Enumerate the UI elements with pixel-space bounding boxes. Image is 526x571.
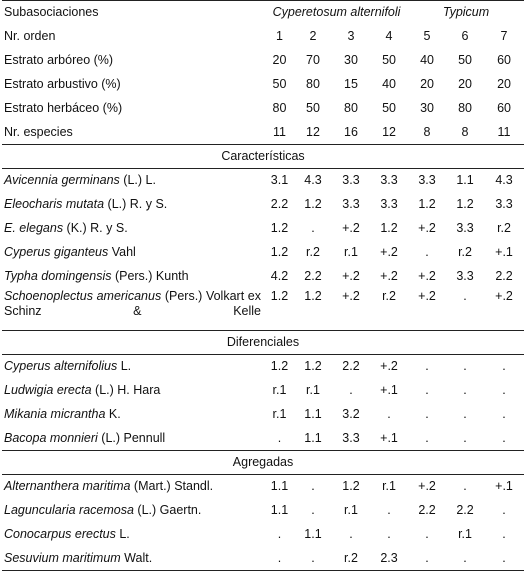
cell-value: r.1 [272, 383, 287, 397]
species-author: L. [115, 527, 130, 541]
species-name: Laguncularia racemosa [4, 503, 134, 517]
meta-row [2, 49, 524, 73]
cell-value: 20 [458, 77, 472, 91]
meta-row [2, 73, 524, 97]
cell-value: 2.2 [342, 359, 360, 374]
cell-value: . [408, 427, 446, 451]
species-author: (L.) R. y S. [104, 197, 168, 211]
cell-value: 1.2 [270, 359, 289, 374]
cell-value: . [425, 527, 429, 541]
meta-row [2, 121, 524, 145]
cell-value: r.2 [370, 289, 408, 331]
meta-row-label: Estrato arbóreo (%) [4, 53, 114, 67]
species-name-cell [2, 403, 265, 427]
cell-value: 16 [332, 121, 370, 145]
cell-value: . [311, 503, 315, 517]
cell-value: 20 [497, 77, 511, 91]
species-row [2, 499, 524, 523]
cell-value: 12 [294, 121, 332, 145]
cell-value: 50 [306, 101, 320, 115]
species-name-cell [2, 427, 265, 451]
species-name-cell [2, 499, 265, 523]
cell-value: 3.3 [332, 427, 370, 451]
species-name-cell [2, 241, 265, 265]
cell-value: . [408, 547, 446, 571]
cell-value: 1.2 [380, 221, 398, 235]
cell-value: . [484, 427, 524, 451]
cell-value: 1.2 [304, 359, 322, 374]
cell-value: 50 [382, 53, 396, 67]
cell-value: 60 [497, 101, 511, 115]
species-row [2, 193, 524, 217]
cell-value: . [277, 527, 282, 541]
species-name: E. elegans [4, 221, 64, 235]
group-cyperetosum-label: Cyperetosum alternifoli [265, 1, 408, 25]
cell-value: . [484, 547, 524, 571]
species-name: Conocarpus erectus [4, 527, 116, 541]
cell-value: . [446, 427, 484, 451]
cell-value: +.1 [370, 427, 408, 451]
cell-value: 1.1 [270, 479, 289, 494]
cell-value: . [463, 383, 467, 397]
cell-value: 4.2 [270, 269, 289, 283]
cell-value: . [425, 383, 429, 397]
cell-value: r.1 [344, 245, 358, 259]
species-name: Alternanthera maritima [4, 479, 131, 494]
species-row [2, 217, 524, 241]
species-name: Ludwigia erecta [4, 383, 92, 397]
cell-value: . [265, 427, 294, 451]
cell-value: 1.1 [270, 503, 289, 517]
meta-row [2, 97, 524, 121]
species-author: Vahl [108, 245, 136, 259]
species-author: (K.) R. y S. [63, 221, 128, 235]
cell-value: 1.2 [418, 197, 436, 211]
cell-value: 2.2 [418, 503, 436, 517]
meta-row-label: Estrato arbustivo (%) [4, 77, 121, 91]
section-header-row [2, 331, 524, 355]
cell-value: 30 [344, 53, 358, 67]
species-author: (L.) L. [119, 173, 156, 188]
species-name-cell [2, 265, 265, 289]
species-name-cell [2, 355, 265, 379]
cell-value: 50 [382, 101, 396, 115]
cell-value: +.1 [495, 479, 513, 494]
species-author: (L.) Pennull [97, 430, 166, 445]
cell-value: 1.2 [265, 289, 294, 331]
cell-value: 3.3 [456, 221, 474, 235]
cell-value: . [349, 527, 353, 541]
meta-row-label: Estrato herbáceo (%) [4, 101, 123, 115]
species-row [2, 241, 524, 265]
cell-value: r.2 [332, 547, 370, 571]
cell-value: . [387, 407, 391, 421]
cell-value: 2.3 [370, 547, 408, 571]
cell-value: . [294, 547, 332, 571]
section-title: Diferenciales [2, 331, 524, 355]
cell-value: r.2 [306, 245, 320, 259]
cell-value: r.1 [306, 383, 320, 397]
cell-value: +.2 [380, 269, 398, 283]
species-name: Typha domingensis [4, 269, 112, 283]
section-header-row [2, 145, 524, 169]
species-author: (Pers.) Volkart ex Schinz & Kelle [4, 288, 261, 318]
cell-value: 20 [420, 77, 434, 91]
species-row [2, 169, 524, 193]
cell-value: 80 [458, 101, 472, 115]
species-author: (Pers.) Kunth [111, 269, 189, 283]
cell-value: 3.3 [456, 269, 474, 283]
cell-value: +.2 [418, 221, 436, 235]
cell-value: 3.3 [342, 197, 360, 211]
species-row [2, 355, 524, 379]
species-name: Avicennia germinans [4, 173, 120, 188]
species-row [2, 265, 524, 289]
cell-value: +.2 [342, 221, 360, 235]
species-name-cell [2, 217, 265, 241]
cell-value: 1.1 [456, 173, 474, 188]
header-row [2, 1, 524, 25]
meta-row [2, 25, 524, 49]
cell-value: 80 [272, 101, 287, 115]
species-name: Schoenoplectus americanus [4, 288, 162, 303]
cell-value: 40 [382, 77, 396, 91]
cell-value: . [502, 527, 506, 541]
species-author: Walt. [120, 550, 153, 565]
species-row [2, 427, 524, 451]
cell-value: . [463, 479, 467, 494]
cell-value: 20 [272, 53, 287, 67]
cell-value: 1.1 [294, 427, 332, 451]
cell-value: 3.3 [418, 173, 436, 188]
cell-value: 80 [306, 77, 320, 91]
cell-value: +.2 [408, 289, 446, 331]
species-name: Eleocharis mutata [4, 197, 105, 211]
cell-value: 1.2 [342, 479, 360, 494]
species-row [2, 547, 524, 571]
species-author: (L.) Gaertn. [133, 503, 202, 517]
cell-value: 50 [272, 77, 287, 91]
cell-value: . [425, 407, 429, 421]
cell-value: 1.2 [304, 197, 322, 211]
species-name-cell [2, 169, 265, 193]
cell-value: 4.3 [495, 173, 513, 188]
table-body [2, 1, 524, 571]
cell-value: 3.1 [270, 173, 289, 188]
cell-value: +.2 [484, 289, 524, 331]
cell-value: . [425, 245, 429, 259]
cell-value: 5 [423, 29, 431, 43]
cell-value: . [387, 503, 391, 517]
cell-value: . [446, 547, 484, 571]
cell-value: +.2 [380, 359, 398, 374]
cell-value: 3.3 [380, 197, 398, 211]
cell-value: 40 [420, 53, 434, 67]
cell-value: r.1 [382, 479, 396, 494]
species-author: L. [117, 359, 132, 374]
species-name: Cyperus giganteus [4, 245, 109, 259]
cell-value: . [446, 289, 484, 331]
cell-value: 3.2 [342, 407, 360, 421]
cell-value: +.2 [342, 269, 360, 283]
cell-value: +.1 [380, 383, 398, 397]
cell-value: +.2 [380, 245, 398, 259]
cell-value: 50 [458, 53, 472, 67]
releves-table [2, 0, 524, 571]
cell-value: 4.3 [304, 173, 322, 188]
species-author: (L.) H. Hara [91, 383, 161, 397]
subassociations-label: Subasociaciones [2, 1, 265, 25]
cell-value: 3.3 [380, 173, 398, 188]
cell-value: 1.2 [456, 197, 474, 211]
cell-value: . [311, 221, 315, 235]
cell-value: 15 [344, 77, 358, 91]
cell-value: 2 [309, 29, 317, 43]
cell-value: r.1 [272, 407, 287, 421]
cell-value: . [502, 359, 506, 374]
cell-value: 1.2 [294, 289, 332, 331]
cell-value: 1 [276, 29, 283, 43]
cell-value: +.2 [418, 269, 436, 283]
section-title: Características [2, 145, 524, 169]
species-row [2, 379, 524, 403]
cell-value: 1.2 [270, 245, 289, 259]
cell-value: 1.1 [304, 527, 322, 541]
cell-value: . [502, 383, 506, 397]
meta-row-label: Nr. especies [2, 121, 265, 145]
cell-value: . [265, 547, 294, 571]
cell-value: 1.1 [304, 407, 322, 421]
cell-value: r.1 [458, 527, 472, 541]
cell-value: 2.2 [270, 197, 289, 211]
cell-value: . [349, 383, 353, 397]
cell-value: 11 [265, 121, 294, 145]
species-row [2, 289, 524, 331]
species-name-cell [2, 379, 265, 403]
cell-value: 4 [385, 29, 393, 43]
cell-value: 2.2 [456, 503, 474, 517]
species-name-cell [2, 547, 265, 571]
cell-value: . [502, 503, 506, 517]
cell-value: 30 [420, 101, 434, 115]
cell-value: . [387, 527, 391, 541]
species-name-cell [2, 475, 265, 499]
cell-value: 70 [306, 53, 320, 67]
meta-row-label: Nr. orden [4, 29, 56, 43]
species-name-cell [2, 193, 265, 217]
section-header-row [2, 451, 524, 475]
cell-value: 7 [500, 29, 508, 43]
cell-value: 3.3 [342, 173, 360, 188]
cell-value: 12 [370, 121, 408, 145]
group-typicum-label: Typicum [408, 1, 524, 25]
cell-value: 2.2 [304, 269, 322, 283]
cell-value: 1.2 [270, 221, 289, 235]
species-row [2, 403, 524, 427]
cell-value: 2.2 [495, 269, 513, 283]
cell-value: 80 [344, 101, 358, 115]
species-name-cell [2, 523, 265, 547]
cell-value: 3.3 [495, 197, 513, 211]
species-name: Sesuvium maritimum [4, 550, 121, 565]
cell-value: 6 [461, 29, 469, 43]
cell-value: +.1 [495, 245, 513, 259]
cell-value: 8 [408, 121, 446, 145]
species-author: K. [105, 407, 121, 421]
species-name: Cyperus alternifolius [4, 359, 118, 374]
cell-value: +.2 [332, 289, 370, 331]
cell-value: . [425, 359, 429, 374]
cell-value: 3 [347, 29, 355, 43]
cell-value: . [311, 479, 315, 494]
cell-value: r.2 [458, 245, 472, 259]
species-name: Bacopa monnieri [4, 430, 98, 445]
cell-value: 11 [484, 121, 524, 145]
cell-value: +.2 [418, 479, 436, 494]
cell-value: . [463, 359, 467, 374]
cell-value: 60 [497, 53, 511, 67]
species-row [2, 523, 524, 547]
cell-value: . [502, 407, 506, 421]
cell-value: 8 [446, 121, 484, 145]
cell-value: r.1 [344, 503, 358, 517]
species-name: Mikania micrantha [4, 407, 106, 421]
species-name-cell [2, 289, 265, 331]
cell-value: r.2 [497, 221, 511, 235]
cell-value: . [463, 407, 467, 421]
species-author: (Mart.) Standl. [130, 479, 214, 494]
species-row [2, 475, 524, 499]
section-title: Agregadas [2, 451, 524, 475]
